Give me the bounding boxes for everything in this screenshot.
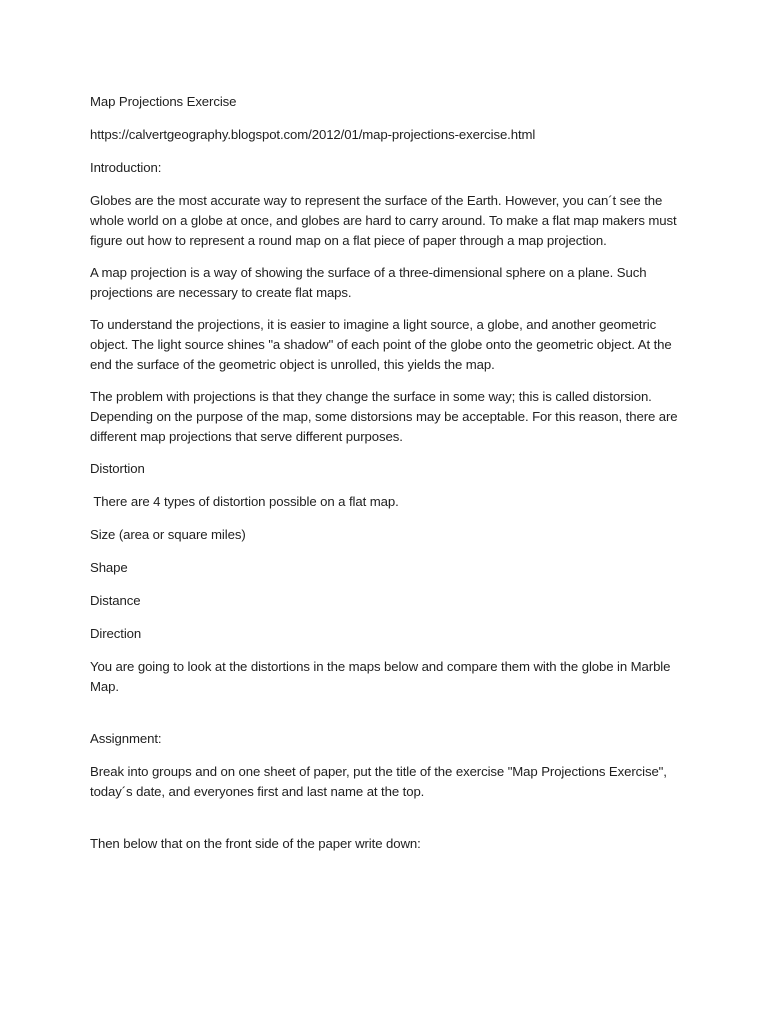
paragraph-globes: Globes are the most accurate way to represent the surface of the Earth. However, you can´t see the whole world on a globe at once, and globes are hard to carry around. To make a flat map makers must figure out how to represent a round map on a flat piece of paper through a map projection. [90,193,677,248]
paragraph-light-source: To understand the projections, it is easier to imagine a light source, a globe, and another geometric object. The light source shines "a shadow" of each point of the globe onto the geometric object. At the end the surface of the geometric object is unrolled, this yields the map. [90,317,672,372]
assignment-paragraph: Break into groups and on one sheet of paper, put the title of the exercise "Map Projections Exercise", today´s date, and everyones first and last name at the top. [90,764,667,799]
assignment-heading: Assignment: [90,731,162,746]
paragraph-map-projection: A map projection is a way of showing the surface of a three-dimensional sphere on a plane. Such projections are necessary to create flat maps. [90,265,647,300]
distortion-intro: There are 4 types of distortion possible on a flat map. [90,494,399,509]
distortion-type-distance: Distance [90,593,141,608]
paragraph-distorsion: The problem with projections is that they change the surface in some way; this is called distorsion. Depending on the purpose of the map, some distorsions may be acceptable. For this reason, there are different map projections that serve different purposes. [90,389,678,444]
distortion-type-shape: Shape [90,560,128,575]
distortion-type-size: Size (area or square miles) [90,527,246,542]
compare-paragraph: You are going to look at the distortions in the maps below and compare them with the globe in Marble Map. [90,659,671,694]
below-instruction: Then below that on the front side of the paper write down: [90,836,421,851]
document-title: Map Projections Exercise [90,94,237,109]
introduction-heading: Introduction: [90,160,162,175]
source-url: https://calvertgeography.blogspot.com/2012/01/map-projections-exercise.html [90,127,536,142]
distortion-heading: Distortion [90,461,145,476]
document-body [90,92,678,867]
distortion-type-direction: Direction [90,626,142,641]
